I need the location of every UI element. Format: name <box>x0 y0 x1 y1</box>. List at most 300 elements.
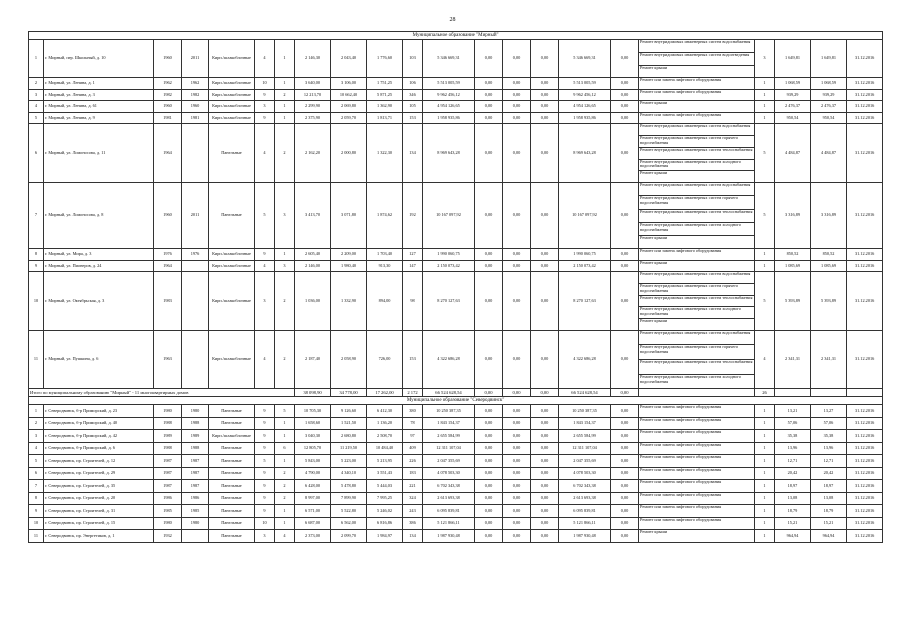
table-row <box>29 505 883 518</box>
work-item: Ремонт или замена лифтового оборудования <box>640 505 722 510</box>
table-row <box>29 492 883 505</box>
cell-res: 153 <box>403 112 423 124</box>
work-item: Ремонт крыши <box>640 260 668 265</box>
cell-sum: 1 958 935,86 <box>423 112 475 124</box>
cell-c2: 35,38 <box>811 430 847 443</box>
cell-z4: 0,00 <box>611 272 639 330</box>
cell-wall: Кирп./шлакоблочные <box>209 40 255 78</box>
work-item: Ремонт крыши <box>640 319 668 324</box>
cell-z2: 0,00 <box>503 124 531 182</box>
cell-a3: 6 816,86 <box>367 517 403 530</box>
cell-a1: 2 373,00 <box>295 530 331 543</box>
cell-res: 153 <box>403 330 423 389</box>
cell-z3: 0,00 <box>531 272 559 330</box>
cell-a1: 8 997,00 <box>295 492 331 505</box>
cell-c1: 2 476,37 <box>775 101 811 113</box>
cell-a1: 12 805,70 <box>295 442 331 455</box>
cell-date: 31.12.2016 <box>847 330 883 389</box>
cell-own: 5 513 005,59 <box>559 78 611 90</box>
work-item: Ремонт крыши <box>640 171 668 176</box>
cell-floors: 9 <box>255 405 275 418</box>
work-item: Ремонт или замена лифтового оборудования <box>640 112 722 117</box>
cell-z3: 0,00 <box>531 182 559 248</box>
table-row <box>29 40 883 78</box>
work-item: Ремонт или замена лифтового оборудования <box>640 430 722 435</box>
cell-y1: 1983 <box>154 272 182 330</box>
cell-z4: 0,00 <box>611 40 639 78</box>
cell-ent: 1 <box>275 517 295 530</box>
cell-c2: 2 341,31 <box>811 330 847 389</box>
work-item: Ремонт или замена лифтового оборудования <box>640 467 722 472</box>
work-item: Ремонт внутридомовых инженерных систем горячего водоснабжения <box>639 345 754 360</box>
cell-wall: Кирп./шлакоблочные <box>209 112 255 124</box>
cell-y1: 1960 <box>154 40 182 78</box>
cell-own: 1 987 930,48 <box>559 530 611 543</box>
cell-a2: 2 043,40 <box>331 40 367 78</box>
cell-z1: 0,00 <box>475 272 503 330</box>
cell-address: г. Мирный, ул. Ленина, д. 1 <box>44 78 154 90</box>
cell-z4: 0,00 <box>611 112 639 124</box>
cell-address: г. Северодвинск, пр. Энергетиков, д. 1 <box>44 530 154 543</box>
cell-z4: 0,00 <box>611 89 639 101</box>
cell-y2: 1988 <box>182 417 209 430</box>
cell-date: 31.12.2016 <box>847 112 883 124</box>
total-row <box>29 389 883 397</box>
table-row <box>29 480 883 493</box>
page-number: 28 <box>449 17 456 23</box>
cell-z3: 0,00 <box>531 455 559 468</box>
cell-sum: 6 702 343,38 <box>423 480 475 493</box>
work-item: Ремонт внутридомовых инженерных систем холодного водоснабжения <box>639 160 754 172</box>
cell-c2: 13,96 <box>811 442 847 455</box>
cell-y1: 1987 <box>154 455 182 468</box>
cell-qty: 5 <box>755 182 775 248</box>
cell-address: г. Северодвинск, пр. Строителей, д. 35 <box>44 480 154 493</box>
cell-ent: 2 <box>275 467 295 480</box>
cell-a2: 2 000,80 <box>331 124 367 182</box>
cell-z3: 0,00 <box>531 442 559 455</box>
cell-works <box>639 124 755 182</box>
cell-floors: 9 <box>255 112 275 124</box>
total-own: 66 524 628,54 <box>559 389 611 397</box>
cell-ent: 1 <box>275 430 295 443</box>
cell-y2 <box>182 124 209 182</box>
housing-repair-table <box>28 31 883 543</box>
cell-a1: 10 705,30 <box>295 405 331 418</box>
cell-date: 31.12.2016 <box>847 78 883 90</box>
cell-wall: Кирп./шлакоблочные <box>209 260 255 272</box>
cell-a3: 5 871,25 <box>367 89 403 101</box>
cell-n: 5 <box>29 112 44 124</box>
cell-floors: 3 <box>255 101 275 113</box>
table-row <box>29 517 883 530</box>
total-qty: 26 <box>755 389 775 397</box>
cell-y1: 1982 <box>154 89 182 101</box>
cell-own: 12 311 107,04 <box>559 442 611 455</box>
cell-res: 103 <box>403 40 423 78</box>
table-row <box>29 124 883 182</box>
cell-ent: 1 <box>275 101 295 113</box>
work-item: Ремонт внутридомовых инженерных систем холодного водоснабжения <box>639 307 754 319</box>
cell-a2: 1 980,40 <box>331 260 367 272</box>
cell-z3: 0,00 <box>531 260 559 272</box>
cell-z3: 0,00 <box>531 480 559 493</box>
cell-works <box>639 492 755 505</box>
cell-a3: 1 703,40 <box>367 249 403 261</box>
cell-date: 31.12.2016 <box>847 272 883 330</box>
cell-wall: Кирп./шлакоблочные <box>209 89 255 101</box>
work-item: Ремонт крыши <box>640 65 668 70</box>
cell-n: 1 <box>29 40 44 78</box>
cell-sum: 1 843 154,37 <box>423 417 475 430</box>
cell-a2: 10 662,40 <box>331 89 367 101</box>
cell-a2: 6 562,00 <box>331 517 367 530</box>
cell-res: 386 <box>403 517 423 530</box>
cell-qty: 1 <box>755 467 775 480</box>
cell-z3: 0,00 <box>531 505 559 518</box>
cell-qty: 1 <box>755 89 775 101</box>
cell-floors: 3 <box>255 530 275 543</box>
cell-z3: 0,00 <box>531 89 559 101</box>
cell-ent: 2 <box>275 492 295 505</box>
cell-wall: Панельные <box>209 405 255 418</box>
cell-z3: 0,00 <box>531 124 559 182</box>
cell-z3: 0,00 <box>531 430 559 443</box>
cell-y1: 1962 <box>154 78 182 90</box>
cell-a3: 1 322,30 <box>367 124 403 182</box>
cell-qty: 5 <box>755 124 775 182</box>
cell-a2: 2 069,80 <box>331 101 367 113</box>
cell-n: 11 <box>29 530 44 543</box>
cell-n: 8 <box>29 492 44 505</box>
cell-a3: 10 484,40 <box>367 442 403 455</box>
cell-works <box>639 260 755 272</box>
table-row <box>29 249 883 261</box>
cell-z4: 0,00 <box>611 417 639 430</box>
cell-floors: 4 <box>255 330 275 389</box>
cell-z2: 0,00 <box>503 249 531 261</box>
cell-y1: 1987 <box>154 467 182 480</box>
cell-z1: 0,00 <box>475 467 503 480</box>
cell-y2: 1987 <box>182 467 209 480</box>
cell-ent: 4 <box>275 530 295 543</box>
cell-z3: 0,00 <box>531 101 559 113</box>
cell-y1: 1980 <box>154 405 182 418</box>
cell-works <box>639 505 755 518</box>
cell-c1: 13,96 <box>775 442 811 455</box>
cell-floors: 5 <box>255 182 275 248</box>
cell-z2: 0,00 <box>503 89 531 101</box>
cell-ent: 2 <box>275 330 295 389</box>
cell-sum: 4 322 686,28 <box>423 330 475 389</box>
cell-c2: 850,52 <box>811 249 847 261</box>
cell-own: 5 346 669,31 <box>559 40 611 78</box>
cell-sum: 4 954 126,65 <box>423 101 475 113</box>
total-a3: 17 262,00 <box>367 389 403 397</box>
cell-wall: Кирп./шлакоблочные <box>209 249 255 261</box>
cell-own: 9 962 456,12 <box>559 89 611 101</box>
cell-wall: Панельные <box>209 467 255 480</box>
cell-works <box>639 467 755 480</box>
cell-a3: 2 508,70 <box>367 430 403 443</box>
cell-wall: Кирп./шлакоблочные <box>209 101 255 113</box>
cell-date: 31.12.2016 <box>847 405 883 418</box>
cell-a2: 5 478,80 <box>331 480 367 493</box>
cell-ent: 1 <box>275 249 295 261</box>
cell-a3: 1 984,97 <box>367 530 403 543</box>
work-item: Ремонт внутридомовых инженерных систем водоснабжения <box>639 331 754 346</box>
cell-a1: 12 213,70 <box>295 89 331 101</box>
cell-y2 <box>182 330 209 389</box>
work-item: Ремонт или замена лифтового оборудования <box>640 249 722 254</box>
work-item: Ремонт внутридомовых инженерных систем теплоснабжения <box>639 296 754 308</box>
cell-date: 31.12.2016 <box>847 505 883 518</box>
cell-works <box>639 517 755 530</box>
cell-a2: 2 099,70 <box>331 530 367 543</box>
cell-a2: 11 219,50 <box>331 442 367 455</box>
cell-res: 134 <box>403 530 423 543</box>
cell-a1: 2 146,00 <box>295 260 331 272</box>
work-item: Ремонт внутридомовых инженерных систем водоснабжения <box>639 272 754 284</box>
table-row <box>29 417 883 430</box>
cell-qty: 1 <box>755 78 775 90</box>
cell-y2: 1980 <box>182 405 209 418</box>
total-z2: 0,00 <box>503 389 531 397</box>
cell-wall: Кирп./шлакоблочные <box>209 272 255 330</box>
cell-own: 2 655 584,99 <box>559 430 611 443</box>
cell-z4: 0,00 <box>611 330 639 389</box>
cell-date: 31.12.2016 <box>847 530 883 543</box>
cell-z4: 0,00 <box>611 492 639 505</box>
cell-y2: 1981 <box>182 112 209 124</box>
cell-z2: 0,00 <box>503 405 531 418</box>
cell-own: 4 078 503,30 <box>559 467 611 480</box>
cell-z1: 0,00 <box>475 78 503 90</box>
cell-z1: 0,00 <box>475 112 503 124</box>
cell-res: 192 <box>403 182 423 248</box>
cell-date: 31.12.2016 <box>847 430 883 443</box>
cell-qty: 1 <box>755 530 775 543</box>
work-item: Ремонт внутридомовых инженерных систем водоснабжения <box>639 183 754 196</box>
cell-sum: 1 990 060,75 <box>423 249 475 261</box>
work-item: Ремонт или замена лифтового оборудования <box>640 78 722 83</box>
cell-date: 31.12.2016 <box>847 182 883 248</box>
cell-c1: 57,06 <box>775 417 811 430</box>
cell-ent: 3 <box>275 182 295 248</box>
cell-sum: 4 078 503,30 <box>423 467 475 480</box>
cell-c2: 1 085,69 <box>811 260 847 272</box>
cell-floors: 9 <box>255 480 275 493</box>
cell-n: 8 <box>29 249 44 261</box>
cell-n: 6 <box>29 467 44 480</box>
cell-c2: 13,27 <box>811 405 847 418</box>
cell-z4: 0,00 <box>611 455 639 468</box>
cell-z4: 0,00 <box>611 467 639 480</box>
cell-c1: 18,79 <box>775 505 811 518</box>
total-sum: 66 524 628,54 <box>423 389 475 397</box>
cell-a3: 726,00 <box>367 330 403 389</box>
cell-own: 6 095 839,81 <box>559 505 611 518</box>
cell-own: 10 250 387,35 <box>559 405 611 418</box>
cell-a1: 2 605,40 <box>295 249 331 261</box>
cell-z2: 0,00 <box>503 40 531 78</box>
cell-n: 11 <box>29 330 44 389</box>
cell-y1: 1964 <box>154 124 182 182</box>
cell-address: г. Мирный, ул. Мира, д. 3 <box>44 249 154 261</box>
cell-y1: 1960 <box>154 101 182 113</box>
cell-a1: 1 658,60 <box>295 417 331 430</box>
cell-c1: 2 341,31 <box>775 330 811 389</box>
cell-a3: 913,30 <box>367 260 403 272</box>
total-z4: 0,00 <box>611 389 639 397</box>
cell-c2: 18,79 <box>811 505 847 518</box>
table-row <box>29 260 883 272</box>
cell-z4: 0,00 <box>611 182 639 248</box>
total-z1: 0,00 <box>475 389 503 397</box>
cell-works <box>639 182 755 248</box>
cell-date: 31.12.2016 <box>847 417 883 430</box>
cell-z4: 0,00 <box>611 249 639 261</box>
cell-qty: 3 <box>755 40 775 78</box>
cell-res: 409 <box>403 442 423 455</box>
cell-z2: 0,00 <box>503 492 531 505</box>
total-label: Итого по муниципальному образованию "Мирный" - 11 многоквартирных домов <box>29 389 295 397</box>
cell-date: 31.12.2016 <box>847 442 883 455</box>
work-item: Ремонт или замена лифтового оборудования <box>640 442 722 447</box>
cell-a2: 1 332,90 <box>331 272 367 330</box>
cell-qty: 1 <box>755 442 775 455</box>
cell-a2: 2 680,80 <box>331 430 367 443</box>
table-row <box>29 182 883 248</box>
cell-address: г. Северодвинск, пр. Строителей, д. 29 <box>44 467 154 480</box>
cell-n: 5 <box>29 455 44 468</box>
cell-floors: 9 <box>255 505 275 518</box>
table-body <box>29 32 883 543</box>
cell-z2: 0,00 <box>503 272 531 330</box>
cell-own: 4 954 126,65 <box>559 101 611 113</box>
cell-y1: 1986 <box>154 492 182 505</box>
cell-y2: 1962 <box>182 78 209 90</box>
cell-works <box>639 89 755 101</box>
cell-address: г. Мирный, пер. Школьный, д. 10 <box>44 40 154 78</box>
cell-a2: 7 899,90 <box>331 492 367 505</box>
work-item: Ремонт внутридомовых инженерных систем водоотведения <box>639 53 754 66</box>
cell-c1: 939,29 <box>775 89 811 101</box>
cell-a3: 3 551,43 <box>367 467 403 480</box>
cell-z3: 0,00 <box>531 530 559 543</box>
table-row <box>29 442 883 455</box>
cell-z3: 0,00 <box>531 40 559 78</box>
cell-c1: 850,52 <box>775 249 811 261</box>
cell-a3: 1 776,60 <box>367 40 403 78</box>
cell-a3: 1 874,62 <box>367 182 403 248</box>
work-item: Ремонт крыши <box>640 530 668 535</box>
cell-sum: 12 311 107,04 <box>423 442 475 455</box>
cell-date: 31.12.2016 <box>847 517 883 530</box>
cell-sum: 2 150 073,42 <box>423 260 475 272</box>
cell-own: 2 613 693,38 <box>559 492 611 505</box>
cell-own: 1 958 935,86 <box>559 112 611 124</box>
cell-a2: 3 106,00 <box>331 78 367 90</box>
table-row <box>29 455 883 468</box>
cell-sum: 5 346 669,31 <box>423 40 475 78</box>
cell-own: 5 121 866,11 <box>559 517 611 530</box>
cell-n: 10 <box>29 272 44 330</box>
cell-wall: Кирп./шлакоблочные <box>209 430 255 443</box>
cell-c2: 950,54 <box>811 112 847 124</box>
cell-c1: 1 085,69 <box>775 260 811 272</box>
cell-z1: 0,00 <box>475 530 503 543</box>
cell-z4: 0,00 <box>611 101 639 113</box>
cell-y1: 1960 <box>154 182 182 248</box>
cell-ent: 1 <box>275 455 295 468</box>
cell-c2: 12,71 <box>811 455 847 468</box>
cell-z1: 0,00 <box>475 40 503 78</box>
cell-floors: 10 <box>255 517 275 530</box>
cell-z4: 0,00 <box>611 517 639 530</box>
cell-ent: 1 <box>275 417 295 430</box>
cell-works <box>639 112 755 124</box>
cell-a1: 2 299,90 <box>295 101 331 113</box>
cell-y1: 1981 <box>154 112 182 124</box>
housing-table-wrapper <box>28 31 878 543</box>
cell-z1: 0,00 <box>475 249 503 261</box>
cell-y2 <box>182 530 209 543</box>
cell-floors: 3 <box>255 272 275 330</box>
cell-z2: 0,00 <box>503 455 531 468</box>
work-item: Ремонт или замена лифтового оборудования <box>640 405 722 410</box>
cell-z4: 0,00 <box>611 260 639 272</box>
cell-qty: 1 <box>755 492 775 505</box>
cell-n: 10 <box>29 517 44 530</box>
cell-sum: 2 655 584,99 <box>423 430 475 443</box>
cell-ent: 1 <box>275 40 295 78</box>
cell-own: 2 047 355,69 <box>559 455 611 468</box>
table-row <box>29 530 883 543</box>
work-item: Ремонт или замена лифтового оборудования <box>640 455 722 460</box>
cell-z1: 0,00 <box>475 442 503 455</box>
cell-c2: 1 649,81 <box>811 40 847 78</box>
cell-works <box>639 430 755 443</box>
cell-res: 243 <box>403 505 423 518</box>
cell-y2: 1982 <box>182 89 209 101</box>
cell-a3: 894,00 <box>367 272 403 330</box>
cell-works <box>639 480 755 493</box>
cell-z1: 0,00 <box>475 505 503 518</box>
cell-z1: 0,00 <box>475 89 503 101</box>
cell-sum: 5 513 005,59 <box>423 78 475 90</box>
cell-floors: 4 <box>255 40 275 78</box>
cell-qty: 1 <box>755 505 775 518</box>
cell-a1: 2 162,20 <box>295 124 331 182</box>
work-item: Ремонт крыши <box>640 101 668 106</box>
cell-c2: 2 476,37 <box>811 101 847 113</box>
cell-z1: 0,00 <box>475 182 503 248</box>
work-item: Ремонт внутридомовых инженерных систем водоснабжения <box>639 124 754 136</box>
cell-z1: 0,00 <box>475 417 503 430</box>
cell-z4: 0,00 <box>611 405 639 418</box>
cell-c2: 57,06 <box>811 417 847 430</box>
table-row <box>29 89 883 101</box>
cell-qty: 1 <box>755 101 775 113</box>
cell-z2: 0,00 <box>503 442 531 455</box>
cell-z1: 0,00 <box>475 260 503 272</box>
cell-z4: 0,00 <box>611 530 639 543</box>
cell-y2: 1987 <box>182 480 209 493</box>
cell-qty: 1 <box>755 517 775 530</box>
cell-a1: 2 146,30 <box>295 40 331 78</box>
table-row <box>29 272 883 330</box>
